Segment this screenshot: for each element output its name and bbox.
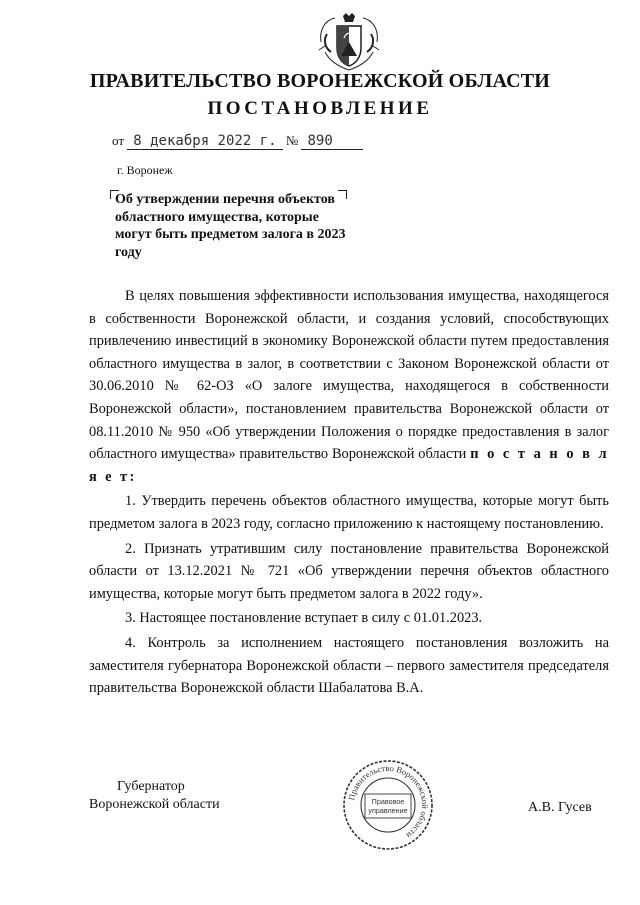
signatory-title-line1: Губернатор (117, 779, 185, 794)
preamble-paragraph (89, 285, 609, 488)
legal-department-stamp (341, 758, 435, 852)
resolution-item: 1. Утвердить перечень объектов областного имущества, которые могут быть предметом залога в 2023 году, согласно приложению к настоящему постановлению. (89, 493, 609, 532)
signatory-title-line2: Воронежской области (89, 797, 220, 812)
document-number: 890 (307, 133, 333, 149)
document-body (89, 285, 609, 700)
stamp-center-line2: управление (368, 806, 408, 815)
document-subject: Об утверждении перечня объектов областного имущества, которые могут быть предметом залога в 2023 году (115, 192, 346, 260)
signatory-name: А.В. Гусев (528, 800, 592, 815)
coat-of-arms-emblem (315, 12, 383, 74)
city-label: г. Воронеж (117, 163, 173, 177)
number-label: № (285, 133, 299, 148)
decree-word: п о с т а н о в л я е т (89, 446, 609, 485)
preamble-text: В целях повышения эффективности использования имущества, находящегося в собственности Воронежской области, и создания условий, способствующих привлечению инвестиций в экономику Воронежской области путем предоставления областного имущества в залог, в соответствии с Законом Воронежской области от 30.06.2010 № 62-ОЗ «О залоге имущества, находящегося в собственности Воронежской области», постановлением правительства Воронежской области от 08.11.2010 № 950 «Об утверждении Положения о порядке предоставления в залог областного имущества» правительство Воронежской области (89, 288, 609, 463)
stamp-center-line1: Правовое (371, 797, 405, 806)
resolution-item: 4. Контроль за исполнением настоящего постановления возложить на заместителя губернатора Воронежской области – первого заместителя председателя правительства Воронежской области Шабалатова В.А. (89, 634, 609, 697)
date-prefix: от (112, 133, 125, 148)
decree-colon: : (129, 468, 135, 485)
resolution-item: 2. Признать утратившим силу постановление правительства Воронежской области от 13.12.2021 № 721 «Об утверждении перечня объектов областного имущества, которые могут быть предметом залога в 2022 году». (89, 540, 609, 602)
date-number-line (112, 133, 363, 150)
stamp-ring-text: Правительство Воронежской области (346, 762, 431, 841)
document-date: 8 декабря 2022 г. (133, 133, 277, 149)
resolution-item: 3. Настоящее постановление вступает в силу с 01.01.2023. (125, 610, 483, 627)
organization-title: ПРАВИТЕЛЬСТВО ВОРОНЕЖСКОЙ ОБЛАСТИ (89, 70, 551, 92)
document-type-title: ПОСТАНОВЛЕНИЕ (207, 98, 433, 119)
